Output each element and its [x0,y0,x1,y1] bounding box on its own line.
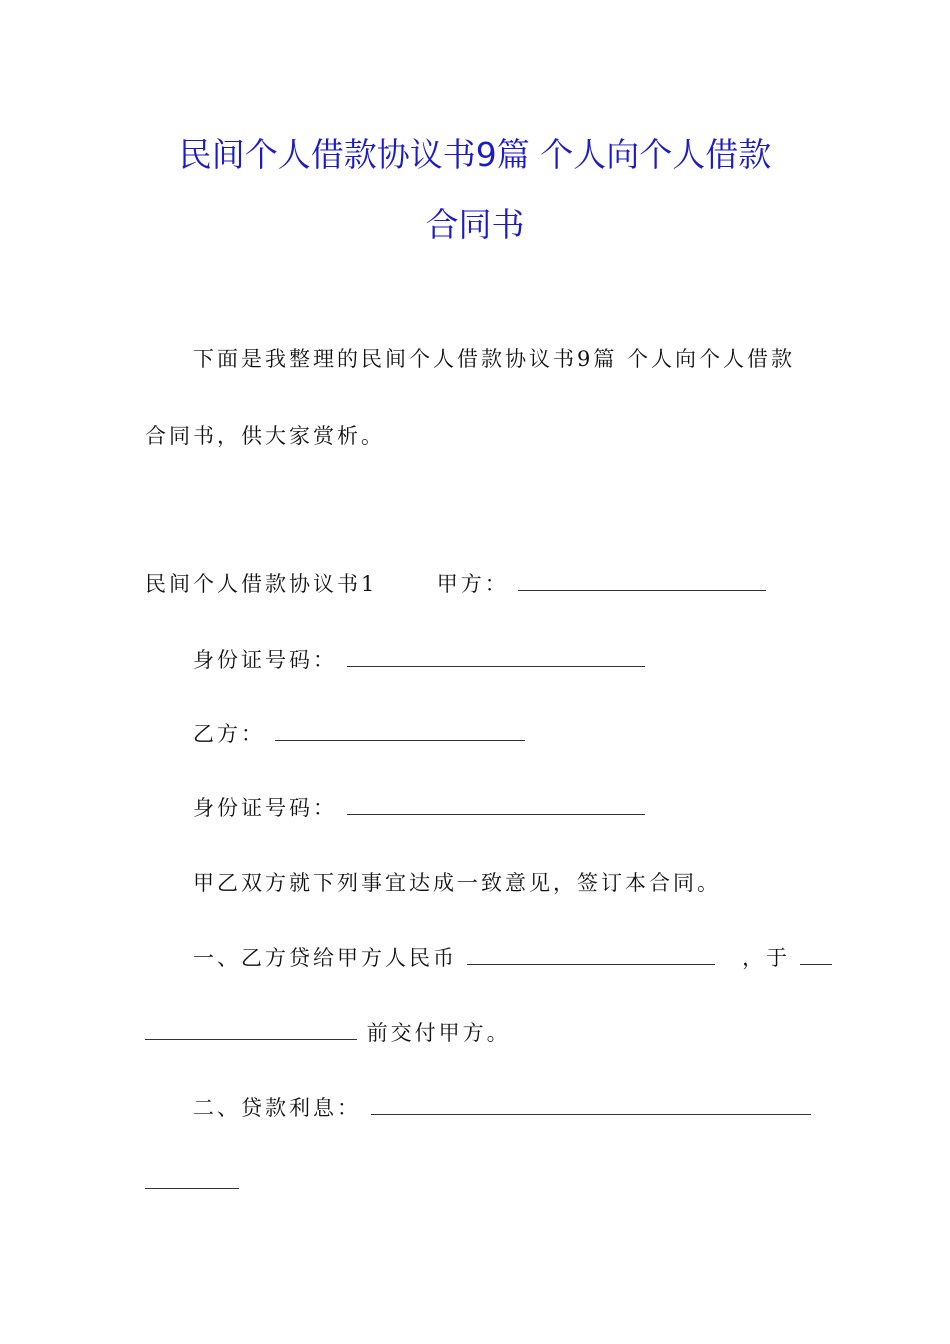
date-blank-start [800,946,832,965]
id-row-1 [193,646,645,674]
date-blank-end [145,1021,357,1040]
clause-1-row-2 [145,1019,511,1047]
party-a-label: 甲方： [436,572,509,596]
id-label-2: 身份证号码： [193,796,337,820]
clause-2-row-1 [193,1094,811,1122]
agreement-line: 甲乙双方就下列事宜达成一致意见，签订本合同。 [193,871,721,895]
clause-2-row-2 [145,1168,239,1196]
clause-1-suffix: 前交付甲方。 [366,1021,511,1045]
party-a-blank [518,572,766,591]
interest-blank-continued [145,1170,239,1189]
party-b-row [193,720,525,748]
intro-line-2: 合同书，供大家赏析。 [145,424,385,448]
section-heading: 民间个人借款协议书1 [145,572,378,596]
id-row-2 [193,794,645,822]
clause-1-row-1 [193,944,832,972]
id-blank-2 [347,796,645,815]
id-blank-1 [347,648,645,667]
title-line-2: 合同书 [425,205,525,244]
party-b-label: 乙方： [193,722,265,746]
title-line-1: 民间个人借款协议书9篇 个人向个人借款 [178,135,772,174]
amount-blank [467,946,715,965]
party-a-row [145,570,766,598]
clause-1-mid: ，于 [742,946,791,970]
party-b-blank [275,722,525,741]
clause-1-prefix: 一、乙方贷给甲方人民币 [193,946,457,970]
id-label-1: 身份证号码： [193,648,337,672]
clause-2-prefix: 二、贷款利息： [193,1096,361,1120]
interest-blank [371,1096,811,1115]
intro-line-1: 下面是我整理的民间个人借款协议书9篇 个人向个人借款 [193,347,796,371]
